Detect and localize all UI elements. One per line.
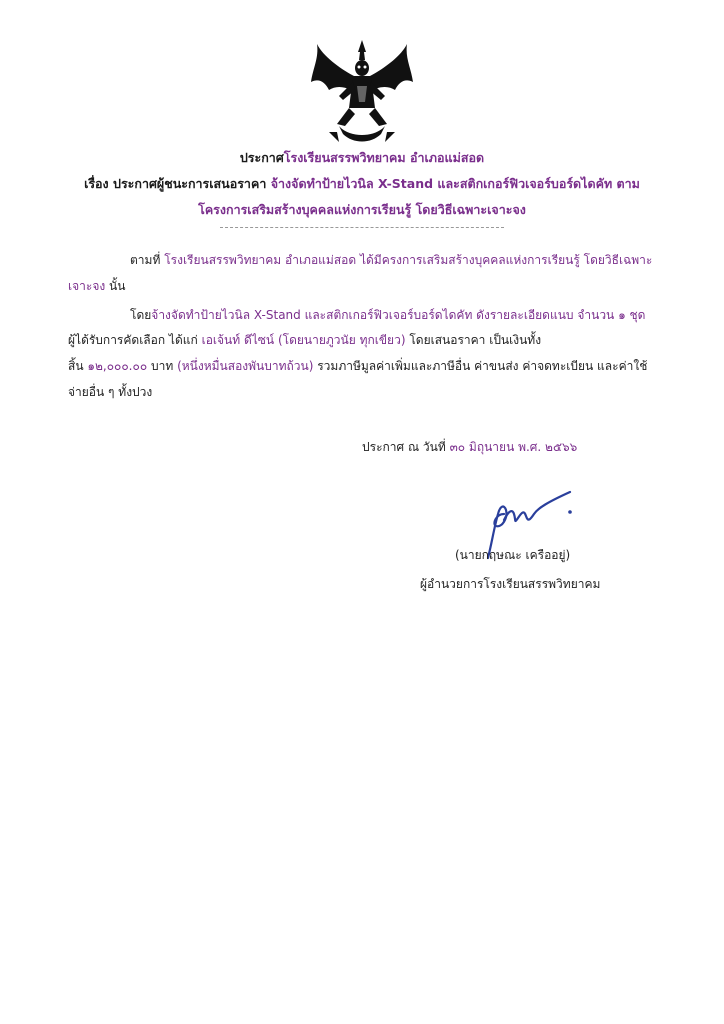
paragraph-5: จ่ายอื่น ๆ ทั้งปวง bbox=[68, 385, 153, 399]
p4-prefix: สิ้น bbox=[68, 359, 84, 373]
p3-prefix: ผู้ได้รับการคัดเลือก ได้แก่ bbox=[68, 333, 198, 347]
subject-line-2: โครงการเสริมสร้างบุคคลแห่งการเรียนรู้ โดยวิธีเฉพาะเจาะจง bbox=[198, 202, 526, 217]
signer-title: ผู้อำนวยการโรงเรียนสรรพวิทยาคม bbox=[420, 577, 601, 591]
announce-label: ประกาศ ณ วันที่ bbox=[362, 440, 446, 454]
p2-prefix: โดย bbox=[130, 308, 152, 322]
document-title bbox=[0, 148, 724, 168]
paragraph-2 bbox=[130, 306, 645, 325]
signer-name: (นายกฤษณะ เครืออยู่) bbox=[455, 548, 571, 562]
baht: บาท bbox=[150, 359, 174, 373]
p4-rest: รวมภาษีมูลค่าเพิ่มและภาษีอื่น ค่าขนส่ง ค่าจดทะเบียน และค่าใช้ bbox=[317, 359, 648, 373]
paragraph-1-cont bbox=[68, 277, 125, 296]
school-name: โรงเรียนสรรพวิทยาคม อำเภอแม่สอด bbox=[283, 150, 485, 165]
p1-cont: เจาะจง bbox=[68, 279, 106, 293]
paragraph-4 bbox=[68, 357, 647, 376]
separator-line bbox=[220, 227, 504, 228]
p3-end: โดยเสนอราคา เป็นเงินทั้ง bbox=[409, 333, 542, 347]
announce-date: ๓๐ มิถุนายน พ.ศ. ๒๕๖๖ bbox=[449, 440, 578, 454]
vendor-name: เอเจ้นท์ ดีไซน์ (โดยนายภูวนัย ทุกเขียว) bbox=[201, 333, 406, 347]
title-prefix: ประกาศ bbox=[239, 150, 284, 165]
p1-prefix: ตามที่ bbox=[130, 253, 161, 267]
amount: ๑๒,๐๐๐.๐๐ bbox=[87, 359, 148, 373]
subject-prefix: เรื่อง ประกาศผู้ชนะการเสนอราคา bbox=[84, 176, 267, 191]
paragraph-3 bbox=[68, 331, 541, 350]
p1-text: โรงเรียนสรรพวิทยาคม อำเภอแม่สอด ได้มีครงการเสริมสร้างบุคคลแห่งการเรียนรู้ โดยวิธีเฉพาะ bbox=[164, 253, 653, 267]
p2-text: จ้างจัดทำป้ายไวนิล X-Stand และสติกเกอร์ฟิวเจอร์บอร์ดไดคัท ดังรายละเอียดแนบ จำนวน ๑ ชุด bbox=[151, 308, 646, 322]
garuda-emblem-icon bbox=[309, 38, 415, 146]
subject-text: จ้างจัดทำป้ายไวนิล X-Stand และสติกเกอร์ฟิวเจอร์บอร์ดไดคัท ตาม bbox=[270, 176, 640, 191]
paragraph-1 bbox=[130, 251, 652, 270]
announcement-date-line bbox=[362, 438, 577, 457]
p1-end: นั้น bbox=[109, 279, 126, 293]
amount-words: (หนึ่งหมื่นสองพันบาทถ้วน) bbox=[177, 359, 314, 373]
document-subject bbox=[0, 174, 724, 194]
